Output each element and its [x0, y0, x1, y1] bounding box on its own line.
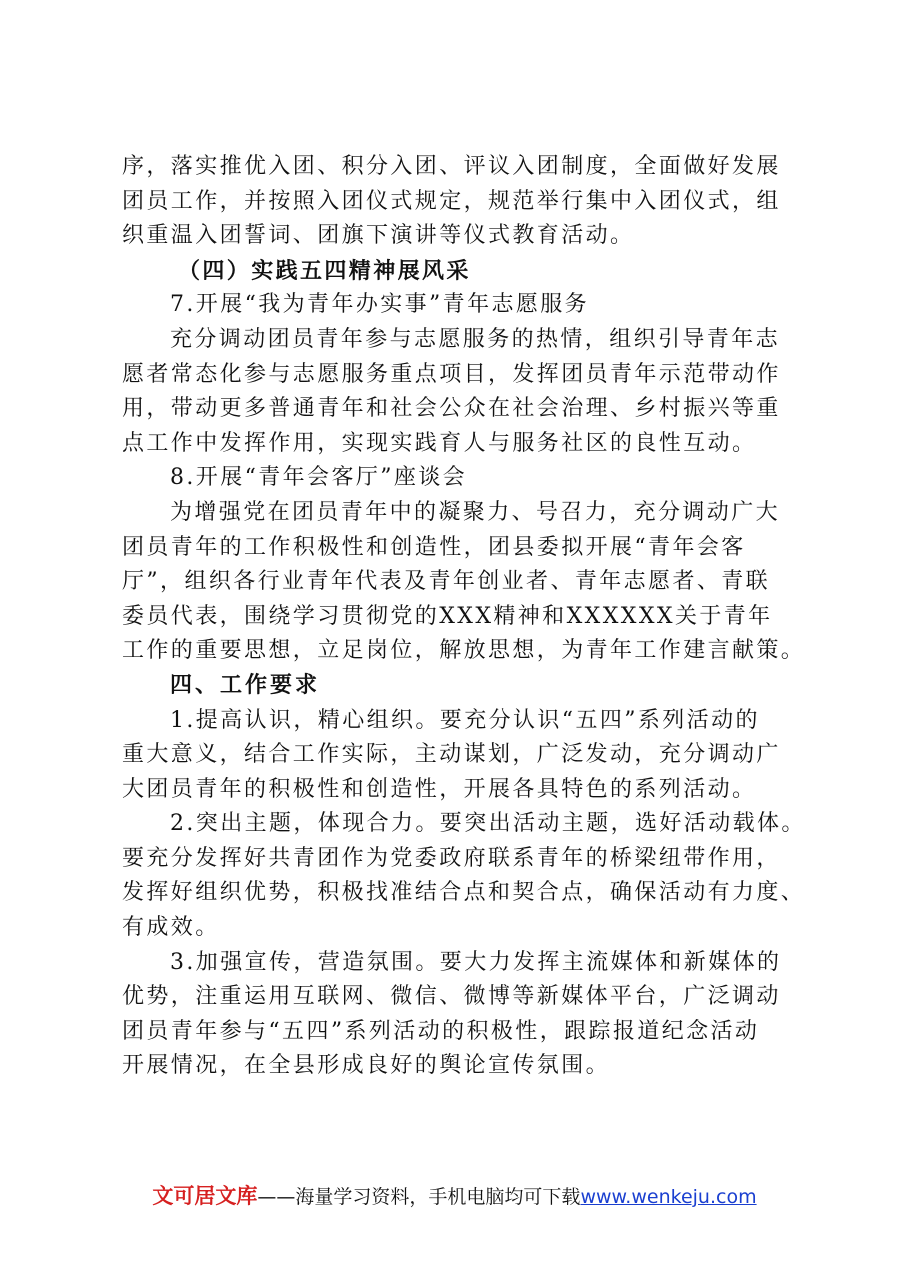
- body-text-line: 重大意义，结合工作实际，主动谋划，广泛发动，充分调动广: [122, 742, 781, 768]
- paragraph-first-line: 2.突出主题，体现合力。要突出活动主题，选好活动载体。: [170, 811, 806, 837]
- footer-website-link[interactable]: www.wenkeju.com: [580, 1186, 757, 1208]
- body-text-line: 大团员青年的积极性和创造性，开展各具特色的系列活动。: [122, 776, 757, 802]
- body-text-line: 要充分发挥好共青团作为党委政府联系青年的桥梁纽带作用，: [122, 845, 781, 871]
- body-text-line: 委员代表，围绕学习贯彻党的XXX精神和XXXXXX关于青年: [122, 603, 773, 629]
- footer-description: ——海量学习资料，手机电脑均可下载: [257, 1186, 581, 1208]
- paragraph-first-line: 为增强党在团员青年中的凝聚力、号召力，充分调动广大: [170, 499, 781, 525]
- body-text-line: 优势，注重运用互联网、微信、微博等新媒体平台，广泛调动: [122, 984, 781, 1010]
- item-title: 7.开展“我为青年办实事”青年志愿服务: [170, 292, 590, 318]
- body-text-line: 团员青年参与“五四”系列活动的积极性，跟踪报道纪念活动: [122, 1018, 760, 1044]
- body-text-line: 点工作中发挥作用，实现实践育人与服务社区的良性互动。: [122, 430, 757, 456]
- paragraph-first-line: 3.加强宣传，营造氛围。要大力发挥主流媒体和新媒体的: [170, 949, 782, 975]
- body-text-line: 序，落实推优入团、积分入团、评议入团制度，全面做好发展: [122, 154, 781, 179]
- footer-brand: 文可居文库: [152, 1184, 258, 1208]
- paragraph-first-line: 1.提高认识，精心组织。要充分认识“五四”系列活动的: [170, 707, 760, 733]
- body-text-line: 发挥好组织优势，积极找准结合点和契合点，确保活动有力度、: [122, 880, 806, 906]
- body-text-line: 开展情况，在全县形成良好的舆论宣传氛围。: [122, 1053, 611, 1079]
- section-subheading: （四）实践五四精神展风采: [178, 257, 471, 284]
- section-heading: 四、工作要求: [170, 672, 321, 698]
- body-text-line: 厅”，组织各行业青年代表及青年创业者、青年志愿者、青联: [122, 569, 771, 595]
- body-text-line: 团员青年的工作积极性和创造性，团县委拟开展“青年会客: [122, 534, 746, 560]
- paragraph-first-line: 充分调动团员青年参与志愿服务的热情，组织引导青年志: [170, 326, 781, 352]
- item-title: 8.开展“青年会客厅”座谈会: [170, 465, 468, 491]
- body-text-line: 织重温入团誓词、团旗下演讲等仪式教育活动。: [122, 223, 635, 249]
- body-text-line: 工作的重要思想，立足岗位，解放思想，为青年工作建言献策。: [122, 638, 806, 664]
- document-body: [122, 150, 806, 1084]
- body-text-line: 团员工作，并按照入团仪式规定，规范举行集中入团仪式，组: [122, 188, 781, 214]
- body-text-line: 有成效。: [122, 915, 220, 941]
- body-text-line: 愿者常态化参与志愿服务重点项目，发挥团员青年示范带动作: [122, 361, 781, 387]
- footer-banner: [0, 1182, 909, 1211]
- body-text-line: 用，带动更多普通青年和社会公众在社会治理、乡村振兴等重: [122, 396, 781, 422]
